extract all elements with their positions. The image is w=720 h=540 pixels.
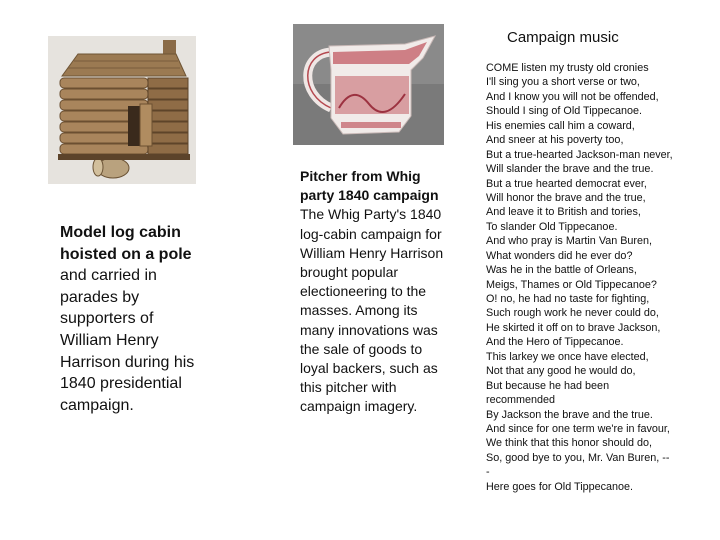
- lyric-line: Will slander the brave and the true.: [486, 163, 654, 176]
- log-cabin-image: [48, 36, 196, 184]
- pitcher-caption-heading: Pitcher from Whig party 1840 campaign: [300, 168, 439, 204]
- lyric-line: So, good bye to you, Mr. Van Buren, --: [486, 451, 670, 464]
- cabin-caption: [60, 222, 195, 416]
- pitcher-caption: [300, 167, 450, 417]
- lyric-line: And since for one term we're in favour,: [486, 422, 670, 435]
- cabin-caption-bold: Model log cabin hoisted on a pole: [60, 224, 192, 263]
- campaign-song-lyrics: [486, 61, 711, 494]
- lyric-line: And the Hero of Tippecanoe.: [486, 336, 624, 349]
- lyric-line: We think that this honor should do,: [486, 437, 653, 450]
- lyric-line: Meigs, Thames or Old Tippecanoe?: [486, 278, 657, 291]
- lyric-line: O! no, he had no taste for fighting,: [486, 293, 650, 305]
- lyric-line: Should I sing of Old Tippecanoe.: [486, 105, 643, 118]
- pitcher-image: [293, 24, 444, 145]
- lyric-line: What wonders did he ever do?: [486, 249, 633, 262]
- lyric-line: And who pray is Martin Van Buren,: [486, 235, 653, 248]
- lyric-line: Here goes for Old Tippecanoe.: [486, 480, 634, 493]
- lyric-line: He skirted it off on to brave Jackson,: [486, 321, 661, 334]
- lyric-line: I'll sing you a short verse or two,: [486, 76, 640, 89]
- lyric-line: recommended: [486, 394, 556, 407]
- lyric-line: This larkey we once have elected,: [486, 350, 649, 363]
- lyric-line: But because he had been: [486, 379, 610, 392]
- lyric-line: Such rough work he never could do,: [486, 307, 659, 320]
- lyric-line: -: [486, 466, 490, 479]
- lyric-line: COME listen my trusty old cronies: [486, 62, 649, 74]
- lyric-line: And leave it to British and tories,: [486, 206, 641, 219]
- lyric-line: To slander Old Tippecanoe.: [486, 220, 618, 233]
- lyric-line: By Jackson the brave and the true.: [486, 408, 653, 421]
- lyric-line: His enemies call him a coward,: [486, 119, 635, 132]
- pitcher-caption-text: The Whig Party's 1840 log-cabin campaign for William Henry Harrison brought popular electioneering to the masses. Among its many innovations was the sale of goods to loyal backers, such as this pitcher with campaign imagery.: [300, 206, 444, 415]
- lyric-line: But a true hearted democrat ever,: [486, 177, 647, 190]
- cabin-caption-text: and carried in parades by supporters of William Henry Harrison during his 1840 presidential campaign.: [60, 267, 195, 414]
- lyric-line: And I know you will not be offended,: [486, 90, 659, 103]
- lyric-line: Not that any good he would do,: [486, 365, 636, 378]
- lyric-line: Was he in the battle of Orleans,: [486, 264, 637, 277]
- lyric-line: And sneer at his poverty too,: [486, 134, 624, 147]
- lyric-line: But a true-hearted Jackson-man never,: [486, 148, 673, 161]
- section-title: Campaign music: [507, 29, 619, 46]
- lyric-line: Will honor the brave and the true,: [486, 191, 646, 204]
